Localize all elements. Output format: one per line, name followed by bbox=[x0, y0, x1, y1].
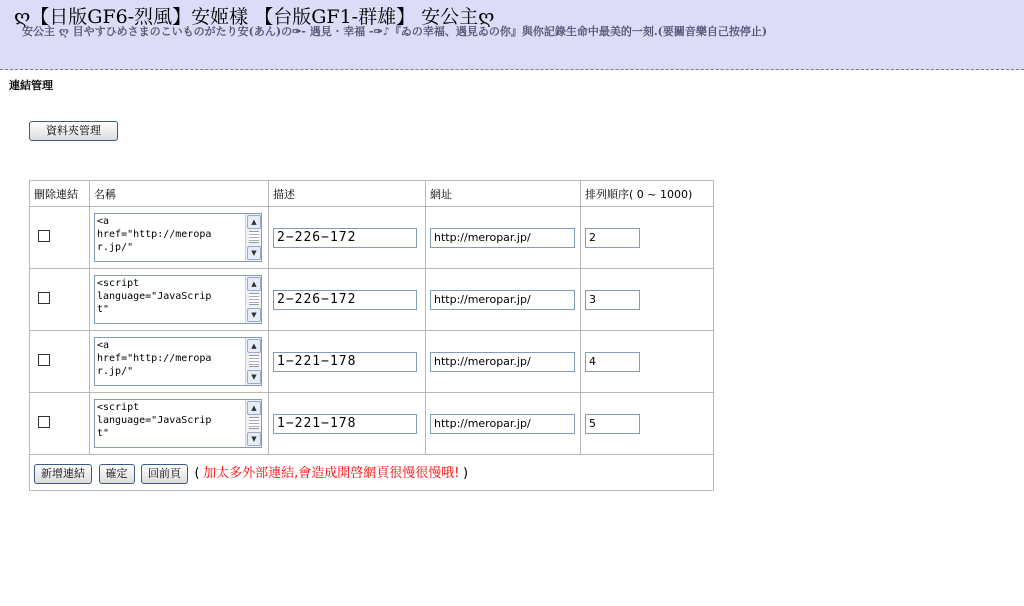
footer-cell bbox=[30, 455, 714, 491]
col-name-header: 名稱 bbox=[90, 181, 269, 207]
scroll-thumb[interactable] bbox=[249, 231, 259, 243]
order-cell bbox=[581, 331, 714, 393]
order-input[interactable]: 2 bbox=[585, 228, 640, 248]
name-textarea[interactable] bbox=[94, 213, 262, 262]
scroll-down-icon[interactable]: ▼ bbox=[247, 308, 261, 322]
desc-cell bbox=[269, 393, 426, 455]
order-cell bbox=[581, 393, 714, 455]
textarea-scrollbar[interactable] bbox=[245, 214, 261, 261]
col-desc-header: 描述 bbox=[269, 181, 426, 207]
col-order-header: 排列順序( 0 ~ 1000) bbox=[581, 181, 714, 207]
desc-cell bbox=[269, 269, 426, 331]
scroll-up-icon[interactable]: ▲ bbox=[247, 401, 261, 415]
url-input[interactable]: http://meropar.jp/ bbox=[430, 414, 575, 434]
delete-cell bbox=[30, 269, 90, 331]
textarea-scrollbar[interactable] bbox=[245, 276, 261, 323]
name-cell bbox=[90, 269, 269, 331]
add-link-button[interactable]: 新增連結 bbox=[34, 464, 92, 484]
scroll-thumb[interactable] bbox=[249, 293, 259, 305]
scroll-down-icon[interactable]: ▼ bbox=[247, 246, 261, 260]
url-input[interactable]: http://meropar.jp/ bbox=[430, 290, 575, 310]
scroll-down-icon[interactable]: ▼ bbox=[247, 432, 261, 446]
table-header-row bbox=[30, 181, 714, 207]
blog-subtitle: 安公主 ღ 目やすひめさまのこいものがたり安(あん)の✑- 遇見 · 幸福 -✑♪『ゐの幸福、遇見ゐの你』與你記錄生命中最美的一刻.(要關音樂自己按停止) bbox=[22, 25, 768, 38]
name-textarea-text: <a href="http://meropa r.jp/" bbox=[97, 216, 212, 253]
url-cell bbox=[426, 393, 581, 455]
url-cell bbox=[426, 269, 581, 331]
scroll-down-icon[interactable]: ▼ bbox=[247, 370, 261, 384]
order-input[interactable]: 3 bbox=[585, 290, 640, 310]
table-row bbox=[30, 331, 714, 393]
order-input[interactable]: 4 bbox=[585, 352, 640, 372]
name-textarea[interactable] bbox=[94, 337, 262, 386]
back-button[interactable]: 回前頁 bbox=[141, 464, 188, 484]
url-cell bbox=[426, 331, 581, 393]
delete-checkbox[interactable] bbox=[38, 230, 50, 242]
desc-input[interactable]: 2−226−172 bbox=[273, 228, 417, 248]
scroll-up-icon[interactable]: ▲ bbox=[247, 277, 261, 291]
order-input[interactable]: 5 bbox=[585, 414, 640, 434]
name-textarea-text: <script language="JavaScrip t" bbox=[97, 402, 212, 439]
scroll-up-icon[interactable]: ▲ bbox=[247, 339, 261, 353]
name-cell bbox=[90, 331, 269, 393]
desc-cell bbox=[269, 207, 426, 269]
page-header bbox=[0, 0, 1024, 70]
table-row bbox=[30, 269, 714, 331]
name-textarea[interactable] bbox=[94, 399, 262, 448]
warning-text: 加太多外部連結,會造成開啓網頁很慢很慢哦! bbox=[203, 465, 460, 481]
desc-cell bbox=[269, 331, 426, 393]
delete-cell bbox=[30, 207, 90, 269]
textarea-scrollbar[interactable] bbox=[245, 400, 261, 447]
folder-manage-button[interactable]: 資料夾管理 bbox=[29, 121, 118, 141]
name-cell bbox=[90, 393, 269, 455]
scroll-thumb[interactable] bbox=[249, 355, 259, 367]
desc-input[interactable]: 1−221−178 bbox=[273, 352, 417, 372]
delete-cell bbox=[30, 393, 90, 455]
url-input[interactable]: http://meropar.jp/ bbox=[430, 352, 575, 372]
scroll-thumb[interactable] bbox=[249, 417, 259, 429]
desc-input[interactable]: 2−226−172 bbox=[273, 290, 417, 310]
delete-cell bbox=[30, 331, 90, 393]
col-url-header: 網址 bbox=[426, 181, 581, 207]
order-cell bbox=[581, 207, 714, 269]
links-table bbox=[29, 180, 714, 491]
name-cell bbox=[90, 207, 269, 269]
page-title: 連結管理 bbox=[9, 79, 53, 92]
name-textarea-text: <script language="JavaScrip t" bbox=[97, 278, 212, 315]
scroll-up-icon[interactable]: ▲ bbox=[247, 215, 261, 229]
col-delete-header: 刪除連結 bbox=[30, 181, 90, 207]
table-row bbox=[30, 207, 714, 269]
blog-title[interactable]: ღ【日版GF6-烈風】安姬樣 【台版GF1-群雄】 安公主ღ bbox=[14, 6, 495, 28]
order-cell bbox=[581, 269, 714, 331]
table-row bbox=[30, 393, 714, 455]
name-textarea[interactable] bbox=[94, 275, 262, 324]
delete-checkbox[interactable] bbox=[38, 292, 50, 304]
url-input[interactable]: http://meropar.jp/ bbox=[430, 228, 575, 248]
table-footer-row bbox=[30, 455, 714, 491]
textarea-scrollbar[interactable] bbox=[245, 338, 261, 385]
warning-paren-open: ( bbox=[194, 465, 200, 481]
delete-checkbox[interactable] bbox=[38, 416, 50, 428]
warning-paren-close: ) bbox=[462, 465, 469, 481]
desc-input[interactable]: 1−221−178 bbox=[273, 414, 417, 434]
name-textarea-text: <a href="http://meropa r.jp/" bbox=[97, 340, 212, 377]
delete-checkbox[interactable] bbox=[38, 354, 50, 366]
confirm-button[interactable]: 確定 bbox=[99, 464, 135, 484]
url-cell bbox=[426, 207, 581, 269]
